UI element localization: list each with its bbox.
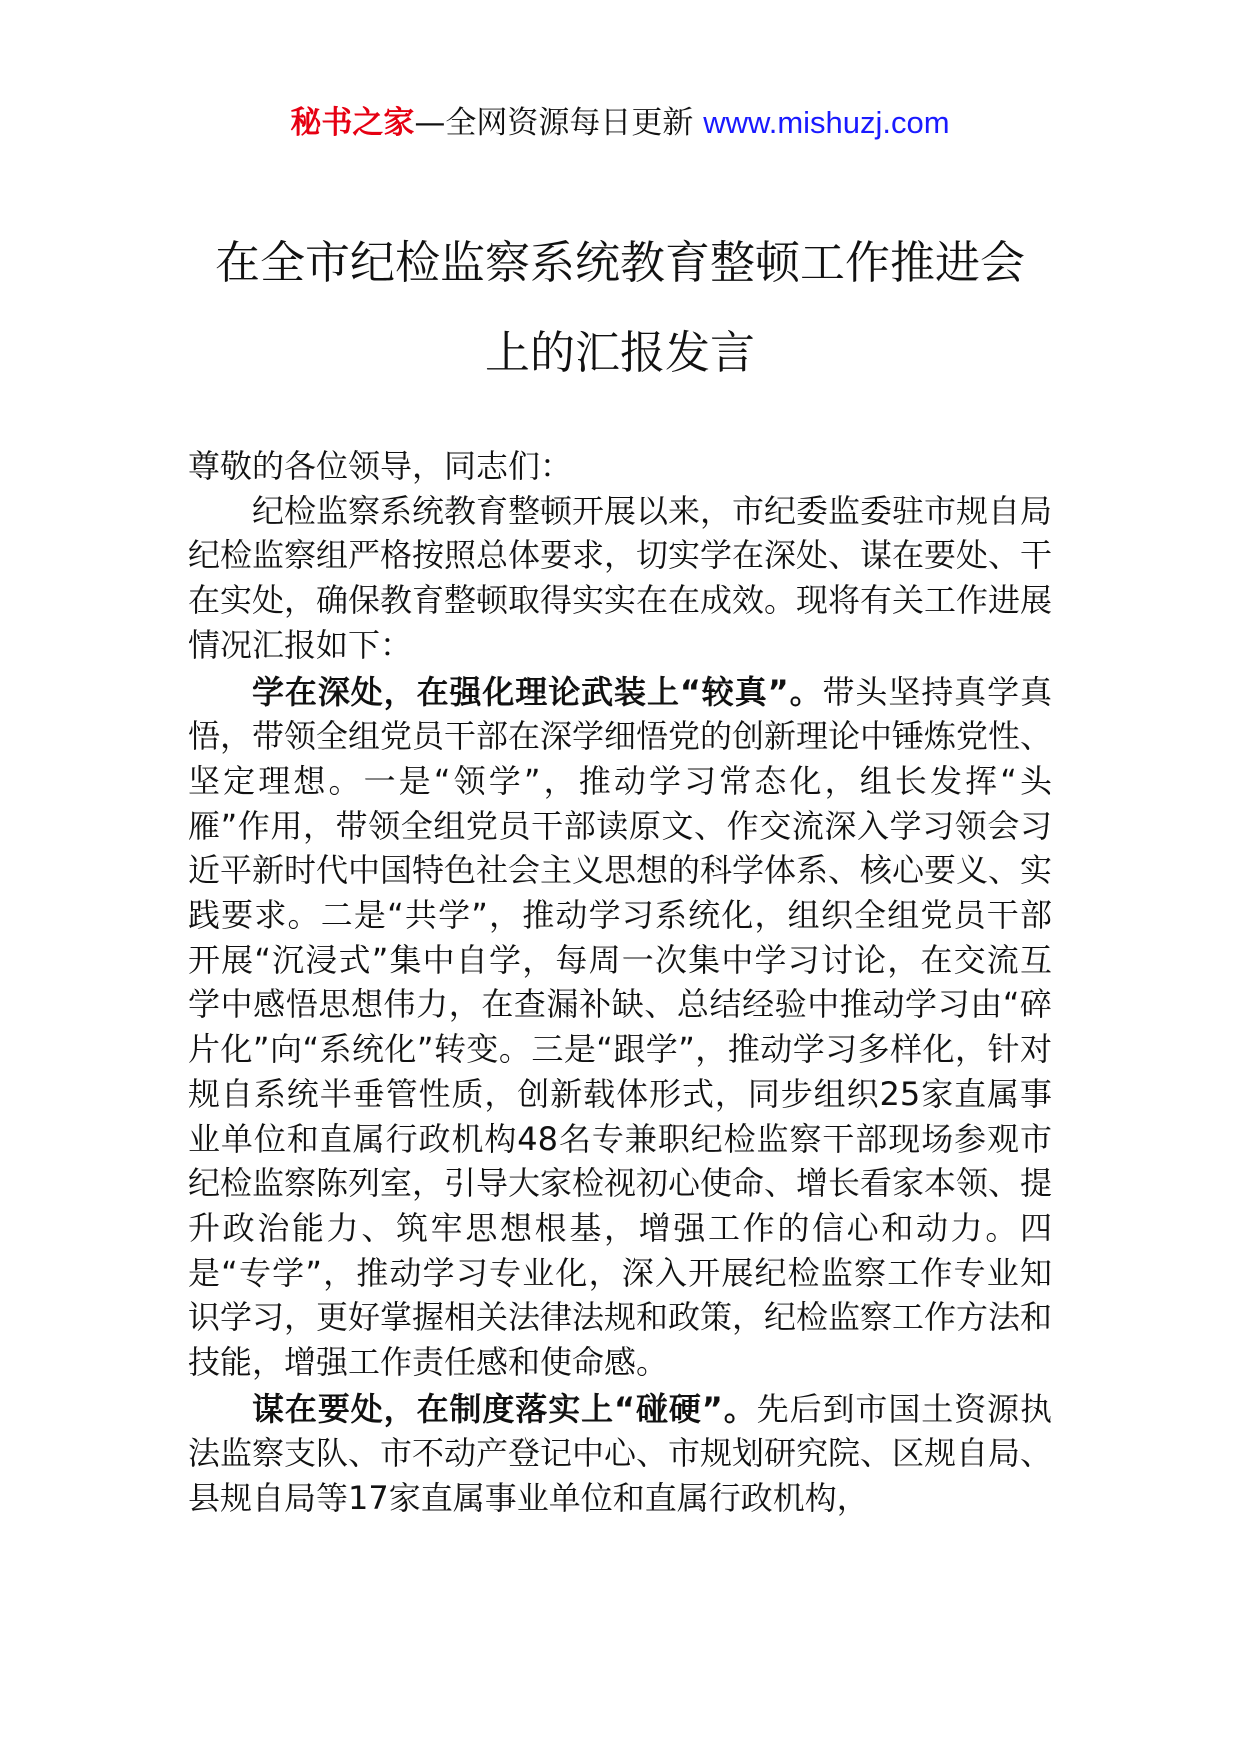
- section-2-body: 先后到市国土资源执法监察支队、市不动产登记中心、市规划研究院、区规自局、县规自局等17家直属事业单位和直属行政机构，: [188, 1389, 1053, 1518]
- site-url-link[interactable]: www.mishuzj.com: [703, 105, 950, 140]
- document-body: [188, 444, 1052, 1521]
- section-2-paragraph: [188, 1387, 1052, 1521]
- title-line-1: 在全市纪检监察系统教育整顿工作推进会: [214, 236, 1025, 289]
- section-1-paragraph: [188, 670, 1052, 1385]
- brand-name: 秘书之家: [290, 105, 415, 141]
- section-1-lead: 学在深处，在强化理论武装上“较真”。: [252, 672, 823, 711]
- header-banner: [0, 100, 1240, 146]
- salutation: 尊敬的各位领导，同志们：: [188, 447, 573, 485]
- section-2-lead: 谋在要处，在制度落实上“碰硬”。: [252, 1389, 757, 1428]
- intro-paragraph: 纪检监察系统教育整顿开展以来，市纪委监委驻市规自局纪检监察组严格按照总体要求，切实学在深处、谋在要处、干在实处，确保教育整顿取得实实在在成效。现将有关工作进展情况汇报如下：: [188, 491, 1053, 664]
- title-line-2: 上的汇报发言: [484, 326, 755, 379]
- document-title: [140, 218, 1100, 398]
- section-1-body: 带头坚持真学真悟，带领全组党员干部在深学细悟党的创新理论中锤炼党性、坚定理想。一是“领学”，推动学习常态化，组长发挥“头雁”作用，带领全组党员干部读原文、作交流深入学习领会习近平新时代中国特色社会主义思想的科学体系、核心要义、实践要求。二是“共学”，推动学习系统化，组织全组党员干部开展“沉浸式”集中自学，每周一次集中学习讨论，在交流互学中感悟思想伟力，在查漏补缺、总结经验中推动学习由“碎片化”向“系统化”转变。三是“跟学”，推动学习多样化，针对规自系统半垂管性质，创新载体形式，同步组织25家直属事业单位和直属行政机构48名专兼职纪检监察干部现场参观市纪检监察陈列室，引导大家检视初心使命、增长看家本领、提升政治能力、筑牢思想根基，增强工作的信心和动力。四是“专学”，推动学习专业化，深入开展纪检监察工作专业知识学习，更好掌握相关法律法规和政策，纪检监察工作方法和技能，增强工作责任感和使命感。: [188, 672, 1053, 1382]
- header-tagline: —全网资源每日更新: [414, 105, 694, 141]
